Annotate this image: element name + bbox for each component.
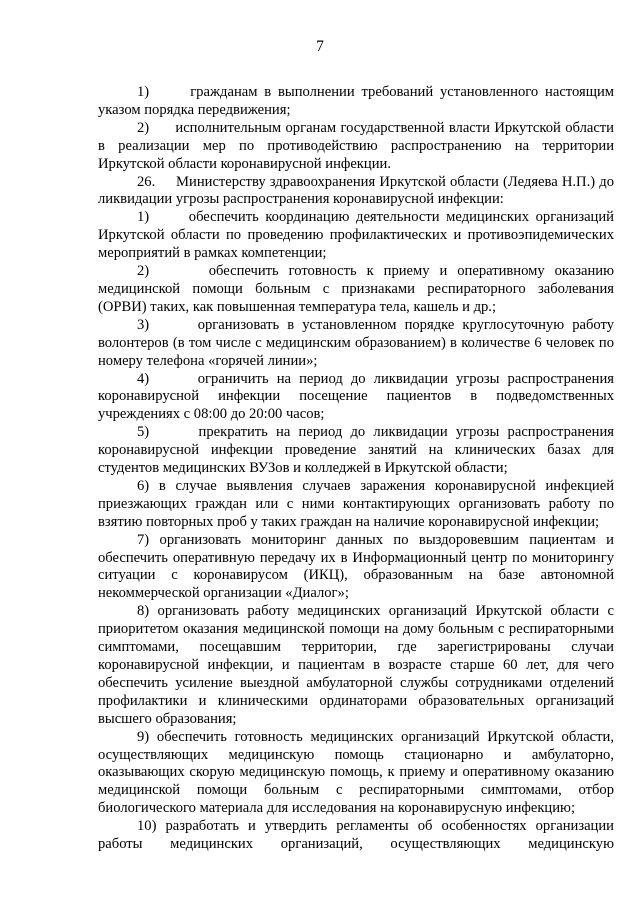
- paragraph-6: 3) организовать в установленном порядке круглосуточную работу волонтеров (в том числе с медицинским образованием) в количестве 6 человек по номеру телефона «горячей линии»;: [98, 316, 614, 369]
- paragraph-2: 2) исполнительным органам государственной власти Иркутской области в реализации мер по противодействию распространению на территории Иркутской области коронавирусной инфекции.: [98, 119, 614, 172]
- paragraph-1: 1) гражданам в выполнении требований установленного настоящим указом порядка передвижения;: [98, 84, 614, 118]
- paragraph-11: 8) организовать работу медицинских организаций Иркутской области с приоритетом оказания медицинской помощи на дому больным с респираторными симптомами, посещавшим территории, где зарегистрированы случаи коронавирусной инфекции, и пациентам в возрасте старше 60 лет, для чего обеспечить усиление выездной амбулаторной службы сотрудниками отделений профилактики и клиническими ординаторами образовательных организаций высшего образования;: [98, 603, 614, 727]
- paragraph-13: 10) разработать и утвердить регламенты об особенностях организации работы медицинских организаций, осуществляющих медицинскую: [98, 818, 614, 853]
- paragraph-12: 9) обеспечить готовность медицинских организаций Иркутской области, осуществляющих медицинскую помощь стационарно и амбулаторно, оказывающих скорую медицинскую помощь, к приему и оперативному оказанию медицинской помощи больным с респираторными симптомами, отбор биологического материала для исследования на коронавирусную инфекцию;: [98, 728, 614, 817]
- paragraph-3: 26. Министерству здравоохранения Иркутской области (Ледяева Н.П.) до ликвидации угрозы распространения коронавирусной инфекции:: [98, 173, 614, 208]
- page-number: 7: [316, 38, 324, 55]
- paragraph-9: 6) в случае выявления случаев заражения коронавирусной инфекцией приезжающих граждан или с ними контактирующих организовать работу по взятию повторных проб у таких граждан на наличие коронавирусной инфекции;: [98, 477, 614, 530]
- paragraph-4: 1) обеспечить координацию деятельности медицинских организаций Иркутской области по проведению профилактических и противоэпидемических мероприятий в рамках компетенции;: [98, 209, 614, 262]
- paragraph-8: 5) прекратить на период до ликвидации угрозы распространения коронавирусной инфекции проведение занятий на клинических базах для студентов медицинских ВУЗов и колледжей в Иркутской области;: [98, 424, 614, 477]
- paragraph-10: 7) организовать мониторинг данных по выздоровевшим пациентам и обеспечить оперативную передачу их в Информационный центр по мониторингу ситуации с коронавирусом (ИКЦ), образованным на базе автономной некоммерческой организации «Диалог»;: [98, 531, 614, 602]
- paragraph-5: 2) обеспечить готовность к приему и оперативному оказанию медицинской помощи больным с признаками респираторного заболевания (ОРВИ) таких, как повышенная температура тела, кашель и др.;: [98, 263, 614, 315]
- document-body: [98, 84, 614, 854]
- paragraph-7: 4) ограничить на период до ликвидации угрозы распространения коронавирусной инфекции посещение пациентов в подведомственных учреждениях с 08:00 до 20:00 часов;: [98, 370, 614, 423]
